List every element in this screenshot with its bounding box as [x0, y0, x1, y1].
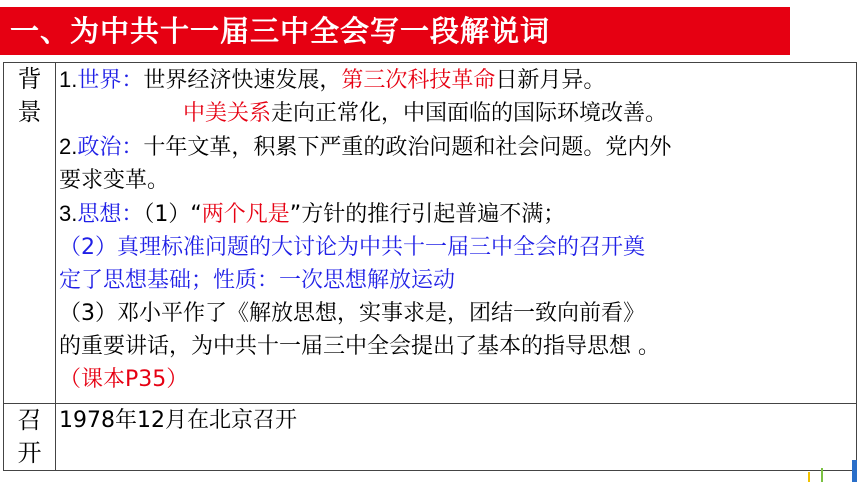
decorative-bar-green: [821, 468, 823, 482]
line-world: 1.世界：世界经济快速发展，第三次科技革命日新月异。: [59, 67, 606, 93]
line-politics-cont: 要求变革。: [59, 168, 170, 193]
line-politics: 2.政治：十年文革，积累下严重的政治问题和社会问题。党内外: [59, 134, 672, 160]
textbook-reference: （课本P35）: [59, 367, 189, 392]
politics-heading: 政治：: [77, 135, 144, 160]
table-row-background: [4, 63, 857, 404]
line-truth-debate: （2）真理标准问题的大讨论为中共十一届三中全会的召开奠: [59, 235, 645, 260]
tech-revolution-highlight: 第三次科技革命: [341, 68, 496, 93]
row-label-convening: [4, 404, 56, 471]
row-label-char: 景: [17, 98, 42, 126]
thought-heading: 思想：: [77, 202, 144, 227]
convening-content: [56, 404, 857, 471]
decorative-bar-blue: [852, 460, 857, 482]
content-table: [3, 62, 857, 471]
convening-text: 1978年12月在北京召开: [59, 408, 297, 433]
two-whatevers-highlight: 两个凡是: [201, 202, 290, 227]
line-thought: 3.思想：（1）“两个凡是”方针的推行引起普遍不满；: [59, 201, 566, 227]
line-sino-us: 中美关系走向正常化，中国面临的国际环境改善。: [183, 101, 668, 126]
sino-us-highlight: 中美关系: [183, 101, 272, 126]
row-label-char: 开: [17, 439, 42, 467]
decorative-bar-yellow: [808, 472, 810, 482]
background-content: [56, 63, 857, 404]
row-label-background: [4, 63, 56, 404]
row-label-char: 背: [17, 65, 42, 93]
line-deng-speech-cont: 的重要讲话，为中共十一届三中全会提出了基本的指导思想 。: [59, 334, 660, 359]
page-title: 一、为中共十一届三中全会写一段解说词: [0, 7, 790, 55]
row-label-char: 召: [17, 406, 42, 434]
line-deng-speech: （3）邓小平作了《解放思想，实事求是，团结一致向前看》: [59, 301, 645, 326]
line-truth-debate-cont: 定了思想基础；性质：一次思想解放运动: [59, 268, 456, 293]
world-heading: 世界：: [77, 68, 144, 93]
table-row-convening: [4, 404, 857, 471]
